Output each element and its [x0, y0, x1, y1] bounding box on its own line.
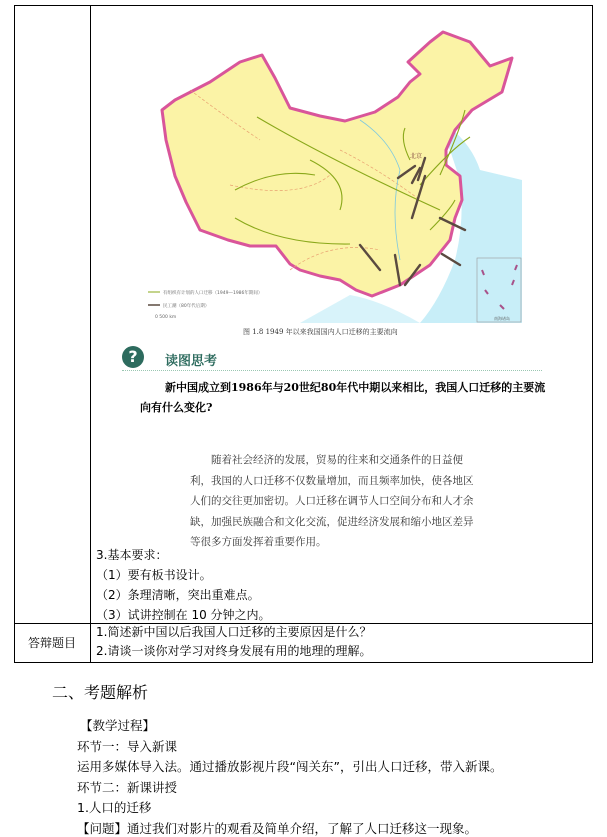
process-line: 1.人口的迁移: [77, 800, 152, 815]
beijing-label: 北京: [410, 153, 423, 160]
defense-question: 2.请谈一谈你对学习对终身发展有用的地理的理解。: [96, 644, 372, 658]
requirement-item: （3）试讲控制在 10 分钟之内。: [96, 608, 271, 622]
process-line: 【问题】通过我们对影片的观看及简单介绍，了解了人口迁移这一现象。: [77, 820, 478, 836]
teaching-process: [77, 716, 502, 837]
process-line: 运用多媒体导入法。通过播放影视片段“闯关东”，引出人口迁移，带入新课。: [77, 759, 503, 774]
requirement-item: （2）条理清晰，突出重难点。: [96, 588, 260, 602]
south-china-sea-inset: [477, 258, 521, 322]
requirements-block: [96, 545, 271, 625]
think-divider: [122, 370, 542, 371]
process-line: 环节二：新课讲授: [77, 779, 178, 795]
figure-caption: 图 1.8 1949 年以来我国国内人口迁移的主要流向: [243, 328, 398, 336]
question-icon: ?: [122, 346, 144, 368]
textbook-paragraph: 随着社会经济的发展，贸易的往来和交通条件的日益便 利，我国的人口迁移不仅数量增加，而且频率加快，使各地区 人们的交往更加密切。人口迁移在调节人口空间分布和人才余 缺，加强民族融合和文化交流，促进经济发展和缩小地区差异 等很多方面发挥着重要作用。: [190, 454, 474, 548]
defense-label: 答辩题目: [27, 636, 76, 650]
svg-text:南海诸岛: 南海诸岛: [494, 316, 510, 321]
process-line: 环节一：导入新课: [77, 738, 178, 754]
map-legend: [141, 281, 262, 322]
china-migration-map: [141, 27, 522, 323]
svg-text:有组织有计划的人口迁移（1949—1986年期间）: 有组织有计划的人口迁移（1949—1986年期间）: [163, 291, 263, 296]
svg-text:0 500 km: 0 500 km: [155, 315, 177, 320]
table-bottom-border: [14, 662, 593, 663]
think-title: 读图思考: [165, 354, 218, 369]
process-title: 【教学过程】: [80, 718, 156, 733]
defense-questions: [96, 623, 371, 661]
table-left-border: [14, 5, 15, 663]
requirement-item: （1）要有板书设计。: [96, 568, 212, 582]
requirements-title: 3.基本要求：: [96, 548, 168, 562]
table-right-border: [592, 5, 593, 663]
think-question-line2: 向有什么变化?: [140, 401, 213, 414]
table-top-border: [14, 5, 593, 6]
defense-question: 1.简述新中国以后我国人口迁移的主要原因是什么？: [96, 625, 372, 639]
section-heading: 二、考题解析: [52, 683, 149, 702]
table-column-divider: [90, 5, 91, 663]
svg-text:民工潮（80年代后期）: 民工潮（80年代后期）: [163, 304, 210, 309]
think-question-line1: 新中国成立到1986年与20世纪80年代中期以来相比，我国人口迁移的主要流: [165, 381, 546, 394]
